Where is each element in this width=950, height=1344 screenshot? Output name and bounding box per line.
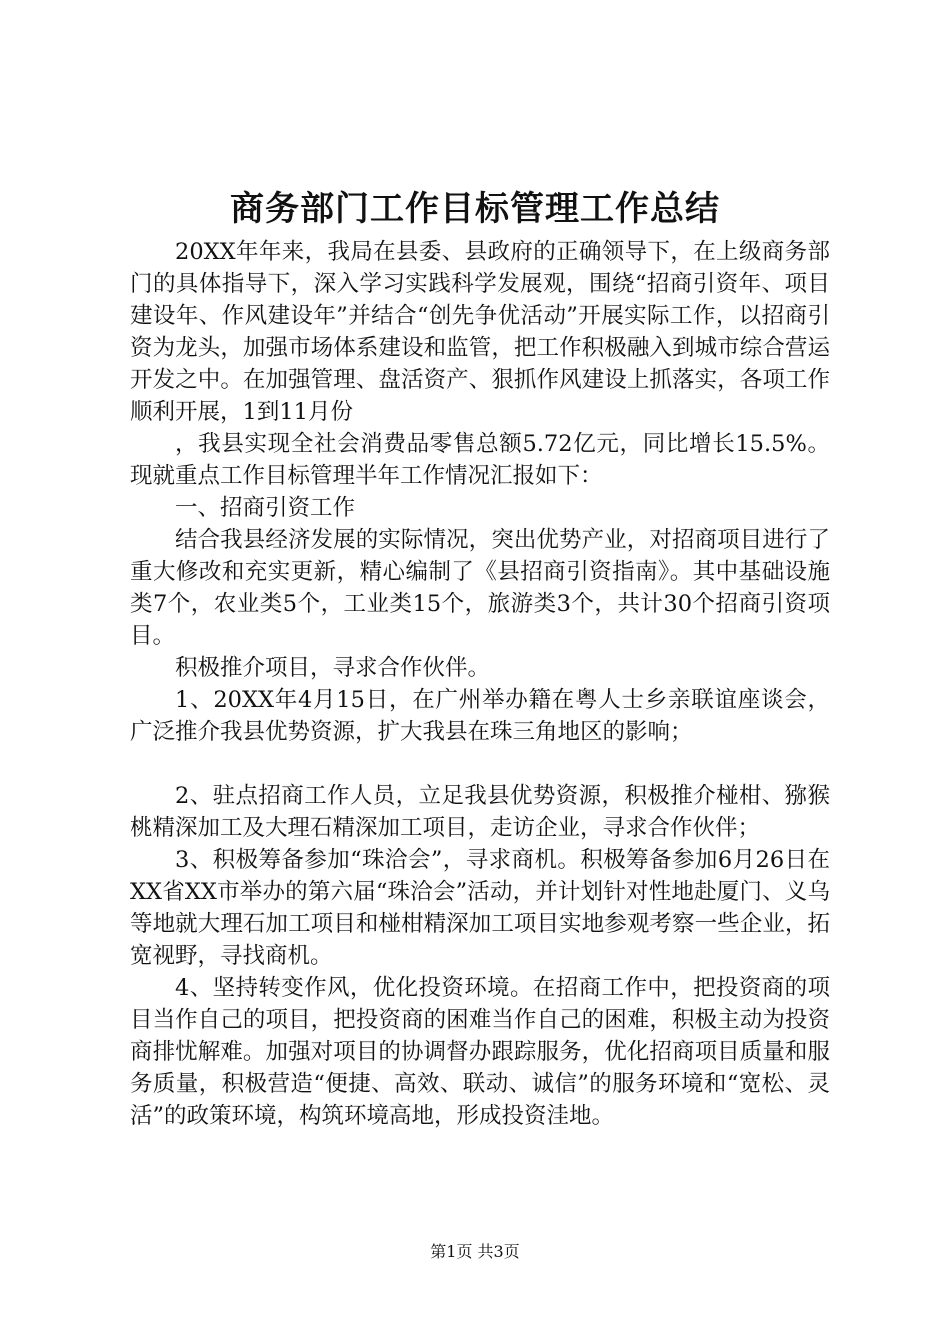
list-item-2: 2、驻点招商工作人员，立足我县优势资源，积极推介椪柑、猕猴桃精深加工及大理石精深加工项目，走访企业，寻求合作伙伴； [130,783,830,841]
section-heading-investment: 一、招商引资工作 [175,495,356,521]
document-title: 商务部门工作目标管理工作总结 [230,189,720,229]
list-item-4: 4、坚持转变作风，优化投资环境。在招商工作中，把投资商的项目当作自己的项目，把投资商的困难当作自己的困难，积极主动为投资商排忧解难。加强对项目的协调督办跟踪服务，优化招商项目质量和服务质量，积极营造“便捷、高效、联动、诚信”的服务环境和“宽松、灵活”的政策环境，构筑环境高地，形成投资洼地。 [130,975,830,1129]
page-footer: 第1页 共3页 [430,1242,520,1261]
list-item-1: 1、20XX年4月15日，在广州举办籍在粤人士乡亲联谊座谈会，广泛推介我县优势资源，扩大我县在珠三角地区的影响； [130,687,830,745]
paragraph-promote-projects: 积极推介项目，寻求合作伙伴。 [175,655,491,681]
paragraph-intro: 20XX年年来，我局在县委、县政府的正确领导下，在上级商务部门的具体指导下，深入学习实践科学发展观，围绕“招商引资年、项目建设年、作风建设年”并结合“创先争优活动”开展实际工作，以招商引资为龙头，加强市场体系建设和监管，把工作积极融入到城市综合营运开发之中。在加强管理、盘活资产、狠抓作风建设上抓落实，各项工作顺利开展，1到11月份 [130,239,830,425]
paragraph-investment-guide: 结合我县经济发展的实际情况，突出优势产业，对招商项目进行了重大修改和充实更新，精心编制了《县招商引资指南》。其中基础设施类7个，农业类5个，工业类15个，旅游类3个，共计30个招商引资项目。 [130,527,830,649]
document-body [130,236,830,1132]
paragraph-retail-sales: ，我县实现全社会消费品零售总额5.72亿元，同比增长15.5%。现就重点工作目标管理半年工作情况汇报如下： [130,431,830,489]
list-item-3: 3、积极筹备参加“珠洽会”，寻求商机。积极筹备参加6月26日在XX省XX市举办的第六届“珠洽会”活动，并计划针对性地赴厦门、义乌等地就大理石加工项目和椪柑精深加工项目实地参观考察一些企业，拓宽视野，寻找商机。 [130,847,830,969]
blank-line [130,748,830,780]
